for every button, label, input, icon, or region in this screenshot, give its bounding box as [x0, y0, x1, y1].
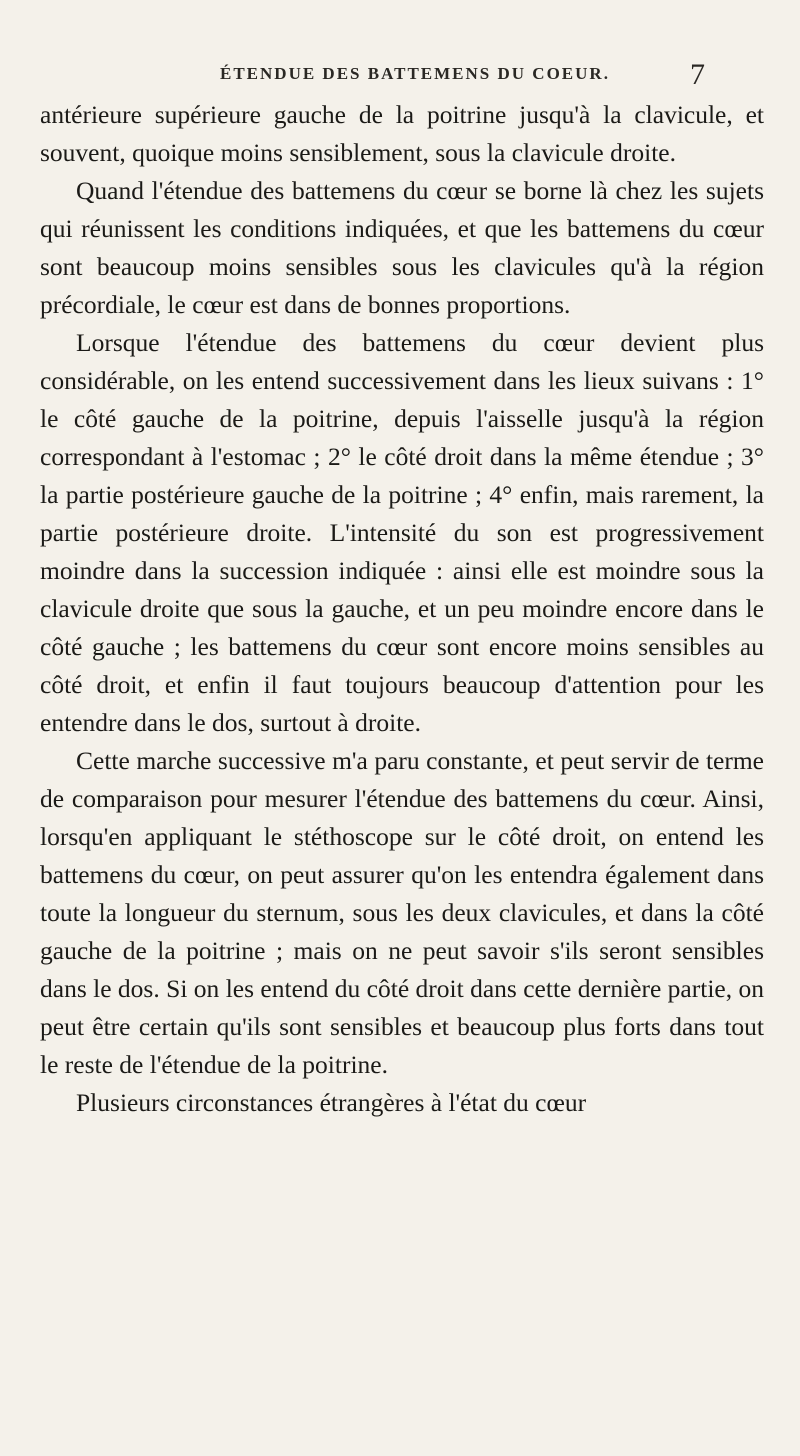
paragraph-continuation: antérieure supérieure gauche de la poitrine jusqu'à la clavicule, et souvent, quoique moins sensiblement, sous la clavicule droite. — [40, 100, 764, 167]
running-head — [0, 58, 800, 92]
paragraph: Cette marche successive m'a paru constante, et peut servir de terme de comparaison pour mesurer l'étendue des battemens du cœur. Ainsi, lorsqu'en appliquant le stéthoscope sur le côté droit, on entend les battemens du cœur, on peut assurer qu'on les entendra également dans toute la longueur du sternum, sous les deux clavicules, et dans la côté gauche de la poitrine ; mais on ne peut savoir s'ils seront sensibles dans le dos. Si on les entend du côté droit dans cette dernière partie, on peut être certain qu'ils sont sensibles et beaucoup plus forts dans tout le reste de l'étendue de la poitrine. — [40, 746, 764, 1079]
paragraph: Quand l'étendue des battemens du cœur se borne là chez les sujets qui réunissent les conditions indiquées, et que les battemens du cœur sont beaucoup moins sensibles sous les clavicules qu'à la région précordiale, le cœur est dans de bonnes proportions. — [40, 176, 764, 319]
paragraph: Plusieurs circonstances étrangères à l'état du cœur — [76, 1088, 587, 1117]
text-body — [40, 96, 764, 1122]
page-number: 7 — [690, 58, 705, 91]
paragraph: Lorsque l'étendue des battemens du cœur devient plus considérable, on les entend successivement dans les lieux suivans : 1° le côté gauche de la poitrine, depuis l'aisselle jusqu'à la région correspondant à l'estomac ; 2° le côté droit dans la même étendue ; 3° la partie postérieure gauche de la poitrine ; 4° enfin, mais rarement, la partie postérieure droite. L'intensité du son est progressivement moindre dans la succession indiquée : ainsi elle est moindre sous la clavicule droite que sous la gauche, et un peu moindre encore dans le côté gauche ; les battemens du cœur sont encore moins sensibles au côté droit, et enfin il faut toujours beaucoup d'attention pour les entendre dans le dos, surtout à droite. — [40, 328, 764, 737]
running-title: ÉTENDUE DES BATTEMENS DU COEUR. — [220, 64, 610, 83]
